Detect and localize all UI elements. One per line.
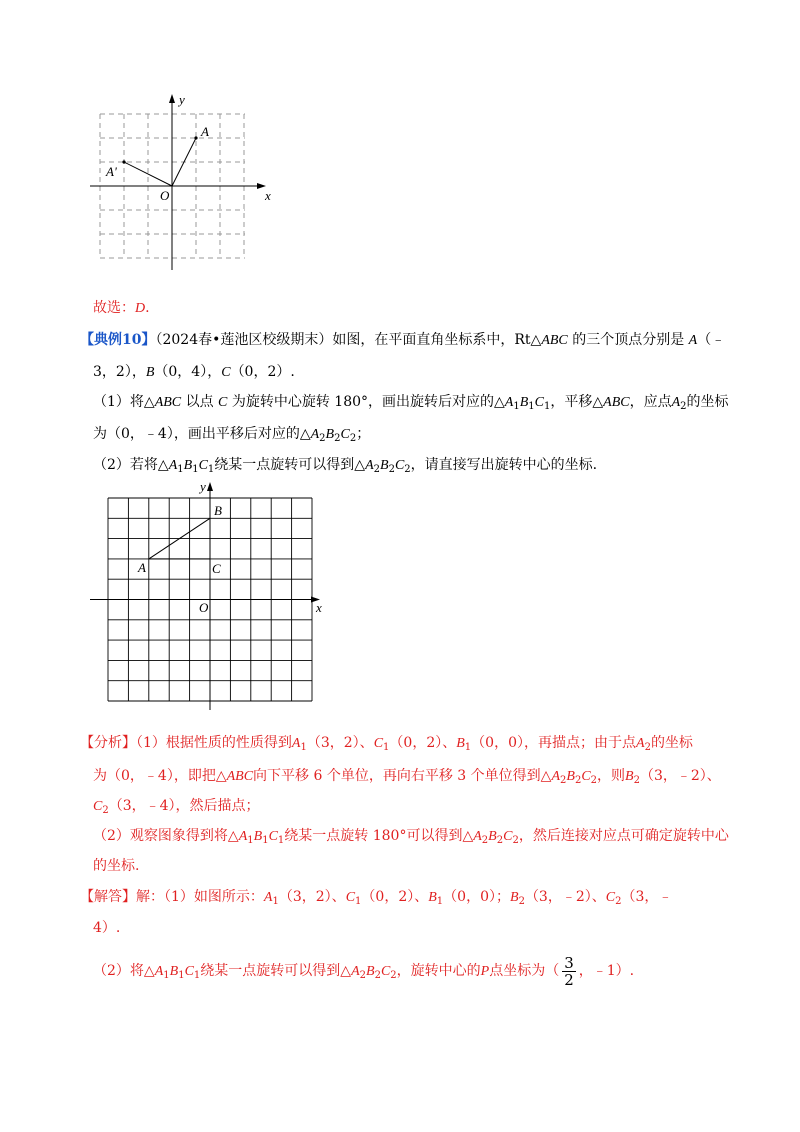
analysis-line-5: 的坐标. bbox=[93, 858, 140, 874]
fig1-x-label: x bbox=[265, 188, 271, 203]
fig1-y-label: y bbox=[179, 92, 185, 107]
figure-coordinate-grid bbox=[88, 478, 338, 718]
solution-tag: 【解答】 bbox=[80, 889, 136, 905]
figure-rotation-grid bbox=[90, 90, 290, 280]
analysis-tag: 【分析】 bbox=[80, 735, 136, 751]
question-2-line: （2）若将$\triangle A_1B_1C_1$绕某一点旋转可以得到$\triangle A_2B_2C_2$，请直接写出旋转中心的坐标. bbox=[93, 457, 598, 475]
fig2-origin-label: O bbox=[199, 600, 209, 615]
example-line-2: 3，2），B（0，4），C（0，2）. bbox=[93, 364, 295, 380]
fraction-three-halves: $\frac{3}{2}$ bbox=[564, 953, 574, 989]
question-1-line-1: （1）将△ABC 以点 C 为旋转中心旋转 180°，画出旋转后对应的$\triangle A_1B_1C_1$，平移△ABC，应点$A_2$的坐标 bbox=[93, 394, 729, 412]
analysis-line-3: $C_2(3$，﹣4），然后描点； bbox=[93, 798, 260, 816]
fig1-origin-label: O bbox=[160, 188, 170, 203]
solution-line-3: （2）将$\triangle A_1B_1C_1$绕某一点旋转可以得到$\triangle A_2B_2C_2$，旋转中心的P点坐标为（ $\frac{3}{2}$ ，﹣1）. bbox=[93, 953, 635, 989]
example-title-line: 【典例10】（2024春•莲池区校级期末）如图，在平面直角坐标系中，Rt△ABC 的三个顶点分别是 A（﹣ bbox=[80, 332, 726, 348]
fig2-y-label: y bbox=[200, 479, 206, 494]
analysis-line-1: 【分析】（1）根据性质的性质得到$A_1(3$，2）、$C_1(0$，2）、$B_1(0$，0），再描点；由于点$A_2$的坐标 bbox=[80, 735, 693, 753]
previous-answer: 故选：D. bbox=[93, 300, 150, 316]
fig2-point-b-label: B bbox=[214, 503, 222, 518]
fig1-point-a-label: A bbox=[201, 124, 209, 139]
solution-line-2: 4）. bbox=[93, 920, 121, 936]
question-1-line-2: 为（0，﹣4），画出平移后对应的$\triangle A_2B_2C_2$； bbox=[93, 426, 371, 444]
fig2-x-label: x bbox=[316, 600, 322, 615]
fig1-point-a-prime-label: A' bbox=[106, 164, 117, 179]
fig2-point-c-label: C bbox=[212, 561, 221, 576]
analysis-line-4: （2）观察图象得到将$\triangle A_1B_1C_1$绕某一点旋转 180°可以得到$\triangle A_2B_2C_2$，然后连接对应点可确定旋转中心 bbox=[93, 828, 729, 846]
example-tag: 【典例10】 bbox=[80, 332, 156, 348]
fig2-point-a-label: A bbox=[138, 560, 146, 575]
analysis-line-2: 为（0，﹣4），即把△ABC向下平移 6 个单位，再向右平移 3 个单位得到$\triangle A_2B_2C_2$，则$B_2(3$，﹣2）、 bbox=[93, 768, 721, 786]
solution-line-1: 【解答】解：（1）如图所示：$A_1(3$，2）、$C_1(0$，2）、$B_1(0$，0）；$B_2(3$，﹣2）、$C_2(3$，﹣ bbox=[80, 889, 673, 907]
